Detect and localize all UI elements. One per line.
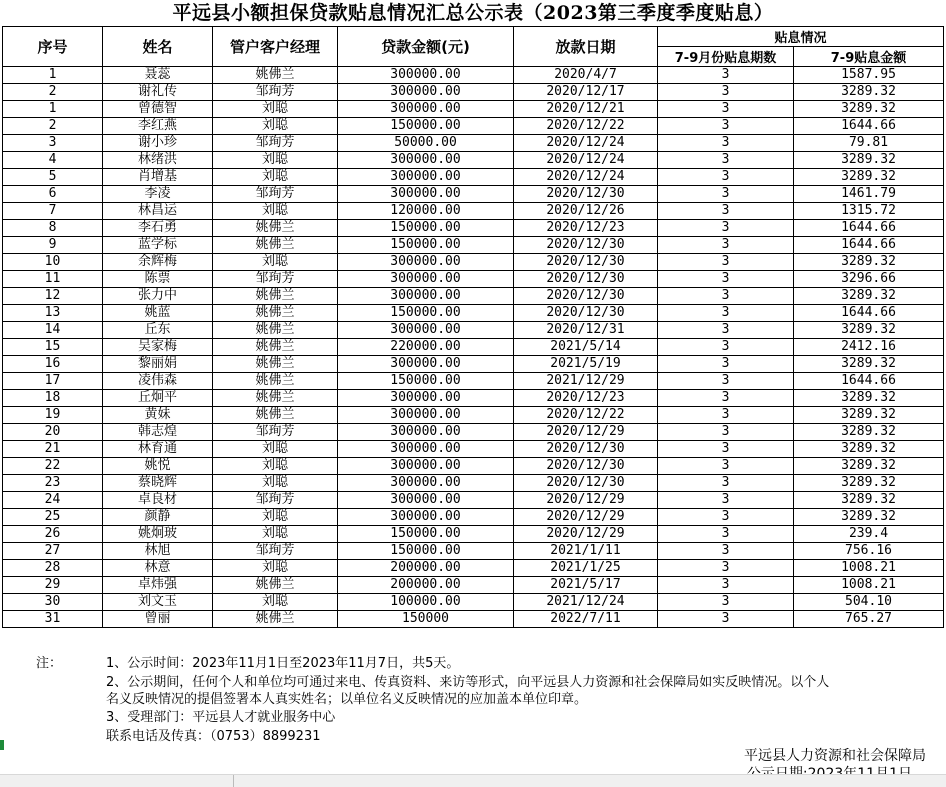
row-subsidy[interactable]: 1008.21 [794, 577, 944, 594]
row-no[interactable]: 1 [3, 101, 103, 118]
row-date[interactable]: 2020/12/31 [514, 322, 658, 339]
table-row [3, 322, 944, 339]
row-periods[interactable]: 3 [658, 288, 794, 305]
row-name[interactable]: 韩志煌 [103, 424, 213, 441]
row-date[interactable]: 2021/12/29 [514, 373, 658, 390]
row-name[interactable]: 吴家梅 [103, 339, 213, 356]
table-row [3, 67, 944, 84]
row-date[interactable]: 2020/12/17 [514, 84, 658, 101]
row-name[interactable]: 卓炜强 [103, 577, 213, 594]
row-periods[interactable]: 3 [658, 577, 794, 594]
row-manager[interactable]: 刘聪 [213, 169, 338, 186]
row-periods[interactable]: 3 [658, 611, 794, 628]
row-name[interactable]: 谢礼传 [103, 84, 213, 101]
row-name[interactable]: 余辉梅 [103, 254, 213, 271]
table-row [3, 509, 944, 526]
row-subsidy[interactable]: 3289.32 [794, 492, 944, 509]
row-periods[interactable]: 3 [658, 169, 794, 186]
table-row [3, 169, 944, 186]
row-manager[interactable]: 姚佛兰 [213, 577, 338, 594]
table-row [3, 526, 944, 543]
row-manager[interactable]: 邹珣芳 [213, 135, 338, 152]
row-date[interactable]: 2020/12/30 [514, 237, 658, 254]
row-periods[interactable]: 3 [658, 67, 794, 84]
row-subsidy[interactable]: 3289.32 [794, 152, 944, 169]
row-name[interactable]: 陈票 [103, 271, 213, 288]
row-date[interactable]: 2021/12/24 [514, 594, 658, 611]
row-manager[interactable]: 姚佛兰 [213, 611, 338, 628]
row-subsidy[interactable]: 1644.66 [794, 305, 944, 322]
row-date[interactable]: 2021/1/11 [514, 543, 658, 560]
row-no[interactable]: 24 [3, 492, 103, 509]
row-subsidy[interactable]: 3289.32 [794, 441, 944, 458]
row-no[interactable]: 30 [3, 594, 103, 611]
row-date[interactable]: 2020/12/24 [514, 152, 658, 169]
row-name[interactable]: 姚蓝 [103, 305, 213, 322]
row-date[interactable]: 2020/12/24 [514, 135, 658, 152]
table-row [3, 186, 944, 203]
table-row [3, 475, 944, 492]
sheet-tab[interactable] [90, 775, 230, 787]
header-manager: 管户客户经理 [213, 27, 338, 67]
row-date[interactable]: 2020/4/7 [514, 67, 658, 84]
row-manager[interactable]: 刘聪 [213, 594, 338, 611]
row-amount[interactable]: 50000.00 [338, 135, 514, 152]
row-subsidy[interactable]: 3289.32 [794, 254, 944, 271]
row-periods[interactable]: 3 [658, 254, 794, 271]
table-row [3, 373, 944, 390]
row-subsidy[interactable]: 3289.32 [794, 288, 944, 305]
row-date[interactable]: 2020/12/22 [514, 118, 658, 135]
row-amount[interactable]: 150000.00 [338, 305, 514, 322]
table-row [3, 543, 944, 560]
row-amount[interactable]: 200000.00 [338, 560, 514, 577]
row-subsidy[interactable]: 504.10 [794, 594, 944, 611]
row-name[interactable]: 卓良材 [103, 492, 213, 509]
page-title: 平远县小额担保贷款贴息情况汇总公示表（2023第三季度季度贴息） [172, 2, 774, 24]
row-date[interactable]: 2020/12/21 [514, 101, 658, 118]
row-no[interactable]: 3 [3, 135, 103, 152]
row-manager[interactable]: 邹珣芳 [213, 424, 338, 441]
row-manager[interactable]: 姚佛兰 [213, 373, 338, 390]
row-manager[interactable]: 姚佛兰 [213, 407, 338, 424]
row-manager[interactable]: 邹珣芳 [213, 543, 338, 560]
row-name[interactable]: 丘东 [103, 322, 213, 339]
row-name[interactable]: 蔡晓辉 [103, 475, 213, 492]
note-contact: 联系电话及传真：（0753）8899231 [106, 729, 321, 744]
row-date[interactable]: 2020/12/29 [514, 526, 658, 543]
row-manager[interactable]: 姚佛兰 [213, 322, 338, 339]
row-amount[interactable]: 300000.00 [338, 271, 514, 288]
row-name[interactable]: 黄妹 [103, 407, 213, 424]
row-periods[interactable]: 3 [658, 424, 794, 441]
row-date[interactable]: 2020/12/29 [514, 492, 658, 509]
row-name[interactable]: 林绪洪 [103, 152, 213, 169]
row-subsidy[interactable]: 1008.21 [794, 560, 944, 577]
row-name[interactable]: 颜静 [103, 509, 213, 526]
row-date[interactable]: 2021/5/14 [514, 339, 658, 356]
row-subsidy[interactable]: 3289.32 [794, 407, 944, 424]
row-subsidy[interactable]: 1587.95 [794, 67, 944, 84]
row-periods[interactable]: 3 [658, 322, 794, 339]
table-row [3, 441, 944, 458]
row-name[interactable]: 林旭 [103, 543, 213, 560]
row-name[interactable]: 聂蕊 [103, 67, 213, 84]
row-date[interactable]: 2020/12/24 [514, 169, 658, 186]
row-periods[interactable]: 3 [658, 407, 794, 424]
row-periods[interactable]: 3 [658, 509, 794, 526]
row-amount[interactable]: 300000.00 [338, 441, 514, 458]
row-name[interactable]: 丘炯平 [103, 390, 213, 407]
row-amount[interactable]: 300000.00 [338, 492, 514, 509]
table-row [3, 237, 944, 254]
row-no[interactable]: 26 [3, 526, 103, 543]
row-manager[interactable]: 刘聪 [213, 526, 338, 543]
header-periods: 7-9月份贴息期数 [658, 47, 794, 67]
row-subsidy[interactable]: 3289.32 [794, 458, 944, 475]
row-manager[interactable]: 邹珣芳 [213, 271, 338, 288]
row-subsidy[interactable]: 3289.32 [794, 169, 944, 186]
row-no[interactable]: 31 [3, 611, 103, 628]
row-date[interactable]: 2020/12/30 [514, 441, 658, 458]
subsidy-table [2, 26, 944, 628]
row-no[interactable]: 29 [3, 577, 103, 594]
row-name[interactable]: 肖增基 [103, 169, 213, 186]
note-feedback-requirements: 名义反映情况的提倡签署本人真实姓名；以单位名义反映情况的应加盖本单位印章。 [106, 692, 588, 707]
row-periods[interactable]: 3 [658, 543, 794, 560]
row-periods[interactable]: 3 [658, 118, 794, 135]
row-manager[interactable]: 刘聪 [213, 101, 338, 118]
row-amount[interactable]: 300000.00 [338, 407, 514, 424]
row-periods[interactable]: 3 [658, 458, 794, 475]
row-no[interactable]: 11 [3, 271, 103, 288]
row-subsidy[interactable]: 1644.66 [794, 373, 944, 390]
row-periods[interactable]: 3 [658, 356, 794, 373]
row-subsidy[interactable]: 1644.66 [794, 237, 944, 254]
row-name[interactable]: 林昌运 [103, 203, 213, 220]
row-manager[interactable]: 刘聪 [213, 475, 338, 492]
table-row [3, 492, 944, 509]
table-row [3, 203, 944, 220]
header-subsidy: 贴息情况 [658, 27, 944, 47]
row-amount[interactable]: 300000.00 [338, 509, 514, 526]
row-subsidy[interactable]: 3296.66 [794, 271, 944, 288]
row-manager[interactable]: 刘聪 [213, 152, 338, 169]
row-name[interactable]: 曾丽 [103, 611, 213, 628]
row-amount[interactable]: 150000.00 [338, 373, 514, 390]
header-name: 姓名 [103, 27, 213, 67]
row-manager[interactable]: 姚佛兰 [213, 339, 338, 356]
row-manager[interactable]: 刘聪 [213, 458, 338, 475]
row-manager[interactable]: 姚佛兰 [213, 305, 338, 322]
row-name[interactable]: 姚炯玻 [103, 526, 213, 543]
table-row [3, 135, 944, 152]
table-row [3, 560, 944, 577]
row-manager[interactable]: 刘聪 [213, 254, 338, 271]
row-amount[interactable]: 220000.00 [338, 339, 514, 356]
row-name[interactable]: 黎丽娟 [103, 356, 213, 373]
row-date[interactable]: 2020/12/30 [514, 254, 658, 271]
row-no[interactable]: 25 [3, 509, 103, 526]
row-amount[interactable]: 300000.00 [338, 254, 514, 271]
row-name[interactable]: 李红燕 [103, 118, 213, 135]
row-amount[interactable]: 150000.00 [338, 526, 514, 543]
row-subsidy[interactable]: 1644.66 [794, 220, 944, 237]
note-feedback-methods: 2、公示期间，任何个人和单位均可通过来电、传真资料、来访等形式，向平远县人力资源和社会保障局如实反映情况。以个人 [106, 675, 830, 690]
row-amount[interactable]: 120000.00 [338, 203, 514, 220]
row-amount[interactable]: 300000.00 [338, 169, 514, 186]
row-name[interactable]: 李凌 [103, 186, 213, 203]
table-row [3, 390, 944, 407]
row-amount[interactable]: 300000.00 [338, 424, 514, 441]
row-subsidy[interactable]: 3289.32 [794, 101, 944, 118]
table-row [3, 356, 944, 373]
row-periods[interactable]: 3 [658, 203, 794, 220]
row-amount[interactable]: 300000.00 [338, 322, 514, 339]
table-row [3, 220, 944, 237]
row-no[interactable]: 2 [3, 118, 103, 135]
row-periods[interactable]: 3 [658, 237, 794, 254]
table-row [3, 101, 944, 118]
row-no[interactable]: 13 [3, 305, 103, 322]
row-manager[interactable]: 姚佛兰 [213, 220, 338, 237]
row-no[interactable]: 4 [3, 152, 103, 169]
row-date[interactable]: 2021/5/17 [514, 577, 658, 594]
row-amount[interactable]: 150000.00 [338, 118, 514, 135]
row-name[interactable]: 凌伟森 [103, 373, 213, 390]
note-publicity-period: 1、公示时间：2023年11月1日至2023年11月7日，共5天。 [106, 656, 460, 671]
row-date[interactable]: 2020/12/29 [514, 509, 658, 526]
row-date[interactable]: 2020/12/30 [514, 186, 658, 203]
row-periods[interactable]: 3 [658, 339, 794, 356]
row-subsidy[interactable]: 3289.32 [794, 356, 944, 373]
row-name[interactable]: 林意 [103, 560, 213, 577]
notes-label: 注： [36, 656, 63, 671]
row-periods[interactable]: 3 [658, 135, 794, 152]
row-amount[interactable]: 150000.00 [338, 237, 514, 254]
sheet-tab-bar [0, 774, 946, 787]
row-subsidy[interactable]: 1644.66 [794, 118, 944, 135]
table-row [3, 424, 944, 441]
row-date[interactable]: 2020/12/29 [514, 424, 658, 441]
row-no[interactable]: 19 [3, 407, 103, 424]
row-periods[interactable]: 3 [658, 186, 794, 203]
row-subsidy[interactable]: 1461.79 [794, 186, 944, 203]
table-row [3, 611, 944, 628]
row-name[interactable]: 刘文玉 [103, 594, 213, 611]
row-manager[interactable]: 邹珣芳 [213, 186, 338, 203]
row-no[interactable]: 8 [3, 220, 103, 237]
row-subsidy[interactable]: 3289.32 [794, 509, 944, 526]
table-row [3, 407, 944, 424]
row-no[interactable]: 16 [3, 356, 103, 373]
row-date[interactable]: 2020/12/22 [514, 407, 658, 424]
row-amount[interactable]: 150000 [338, 611, 514, 628]
table-row [3, 594, 944, 611]
row-amount[interactable]: 300000.00 [338, 84, 514, 101]
row-no[interactable]: 5 [3, 169, 103, 186]
row-no[interactable]: 9 [3, 237, 103, 254]
row-periods[interactable]: 3 [658, 152, 794, 169]
row-subsidy[interactable]: 1315.72 [794, 203, 944, 220]
header-subsidy-amount: 7-9贴息金额 [794, 47, 944, 67]
row-periods[interactable]: 3 [658, 475, 794, 492]
row-no[interactable]: 14 [3, 322, 103, 339]
row-no[interactable]: 18 [3, 390, 103, 407]
row-no[interactable]: 15 [3, 339, 103, 356]
row-subsidy[interactable]: 3289.32 [794, 84, 944, 101]
row-periods[interactable]: 3 [658, 220, 794, 237]
header-no: 序号 [3, 27, 103, 67]
row-name[interactable]: 蓝学标 [103, 237, 213, 254]
row-subsidy[interactable]: 3289.32 [794, 424, 944, 441]
row-periods[interactable]: 3 [658, 594, 794, 611]
row-manager[interactable]: 刘聪 [213, 203, 338, 220]
row-amount[interactable]: 300000.00 [338, 67, 514, 84]
row-manager[interactable]: 邹珣芳 [213, 84, 338, 101]
row-amount[interactable]: 200000.00 [338, 577, 514, 594]
row-subsidy[interactable]: 2412.16 [794, 339, 944, 356]
row-manager[interactable]: 姚佛兰 [213, 237, 338, 254]
row-subsidy[interactable]: 239.4 [794, 526, 944, 543]
row-manager[interactable]: 刘聪 [213, 560, 338, 577]
row-date[interactable]: 2020/12/23 [514, 390, 658, 407]
row-date[interactable]: 2020/12/23 [514, 220, 658, 237]
row-periods[interactable]: 3 [658, 560, 794, 577]
row-manager[interactable]: 姚佛兰 [213, 288, 338, 305]
row-amount[interactable]: 300000.00 [338, 458, 514, 475]
row-manager[interactable]: 姚佛兰 [213, 390, 338, 407]
row-amount[interactable]: 300000.00 [338, 475, 514, 492]
row-amount[interactable]: 300000.00 [338, 186, 514, 203]
row-manager[interactable]: 刘聪 [213, 118, 338, 135]
note-department: 3、受理部门：平远县人才就业服务中心 [106, 710, 336, 725]
row-amount[interactable]: 300000.00 [338, 288, 514, 305]
row-no[interactable]: 21 [3, 441, 103, 458]
table-row [3, 254, 944, 271]
row-manager[interactable]: 姚佛兰 [213, 67, 338, 84]
row-name[interactable]: 谢小珍 [103, 135, 213, 152]
row-date[interactable]: 2020/12/30 [514, 475, 658, 492]
row-periods[interactable]: 3 [658, 305, 794, 322]
table-row [3, 288, 944, 305]
row-name[interactable]: 林育通 [103, 441, 213, 458]
row-periods[interactable]: 3 [658, 84, 794, 101]
row-periods[interactable]: 3 [658, 526, 794, 543]
tab-divider [233, 775, 234, 787]
row-manager[interactable]: 刘聪 [213, 441, 338, 458]
row-amount[interactable]: 100000.00 [338, 594, 514, 611]
row-subsidy[interactable]: 3289.32 [794, 390, 944, 407]
row-no[interactable]: 27 [3, 543, 103, 560]
table-row [3, 271, 944, 288]
row-no[interactable]: 7 [3, 203, 103, 220]
row-manager[interactable]: 刘聪 [213, 509, 338, 526]
row-date[interactable]: 2020/12/30 [514, 288, 658, 305]
row-periods[interactable]: 3 [658, 441, 794, 458]
row-date[interactable]: 2020/12/26 [514, 203, 658, 220]
row-name[interactable]: 李石勇 [103, 220, 213, 237]
row-periods[interactable]: 3 [658, 390, 794, 407]
issuing-organization: 平远县人力资源和社会保障局 [744, 748, 926, 764]
table-row [3, 339, 944, 356]
row-no[interactable]: 28 [3, 560, 103, 577]
row-subsidy[interactable]: 756.16 [794, 543, 944, 560]
row-date[interactable]: 2021/1/25 [514, 560, 658, 577]
row-periods[interactable]: 3 [658, 101, 794, 118]
row-no[interactable]: 10 [3, 254, 103, 271]
row-periods[interactable]: 3 [658, 271, 794, 288]
row-amount[interactable]: 150000.00 [338, 543, 514, 560]
table-row [3, 458, 944, 475]
row-date[interactable]: 2020/12/30 [514, 458, 658, 475]
row-no[interactable]: 20 [3, 424, 103, 441]
cell-marker [0, 740, 4, 750]
table-row [3, 305, 944, 322]
table-row [3, 84, 944, 101]
row-amount[interactable]: 300000.00 [338, 390, 514, 407]
row-amount[interactable]: 300000.00 [338, 152, 514, 169]
row-subsidy[interactable]: 79.81 [794, 135, 944, 152]
row-date[interactable]: 2020/12/30 [514, 271, 658, 288]
row-periods[interactable]: 3 [658, 373, 794, 390]
row-amount[interactable]: 300000.00 [338, 101, 514, 118]
table-row [3, 152, 944, 169]
row-subsidy[interactable]: 3289.32 [794, 322, 944, 339]
header-amount: 贷款金额(元) [338, 27, 514, 67]
row-date[interactable]: 2022/7/11 [514, 611, 658, 628]
row-amount[interactable]: 150000.00 [338, 220, 514, 237]
row-subsidy[interactable]: 3289.32 [794, 475, 944, 492]
row-date[interactable]: 2021/5/19 [514, 356, 658, 373]
table-row [3, 577, 944, 594]
table-row [3, 118, 944, 135]
row-name[interactable]: 曾德智 [103, 101, 213, 118]
row-no[interactable]: 1 [3, 67, 103, 84]
row-no[interactable]: 2 [3, 84, 103, 101]
row-date[interactable]: 2020/12/30 [514, 305, 658, 322]
row-no[interactable]: 22 [3, 458, 103, 475]
header-date: 放款日期 [514, 27, 658, 67]
row-no[interactable]: 12 [3, 288, 103, 305]
row-subsidy[interactable]: 765.27 [794, 611, 944, 628]
row-no[interactable]: 23 [3, 475, 103, 492]
row-name[interactable]: 张力中 [103, 288, 213, 305]
row-periods[interactable]: 3 [658, 492, 794, 509]
row-manager[interactable]: 邹珣芳 [213, 492, 338, 509]
row-amount[interactable]: 300000.00 [338, 356, 514, 373]
row-name[interactable]: 姚悦 [103, 458, 213, 475]
row-no[interactable]: 17 [3, 373, 103, 390]
row-manager[interactable]: 姚佛兰 [213, 356, 338, 373]
row-no[interactable]: 6 [3, 186, 103, 203]
